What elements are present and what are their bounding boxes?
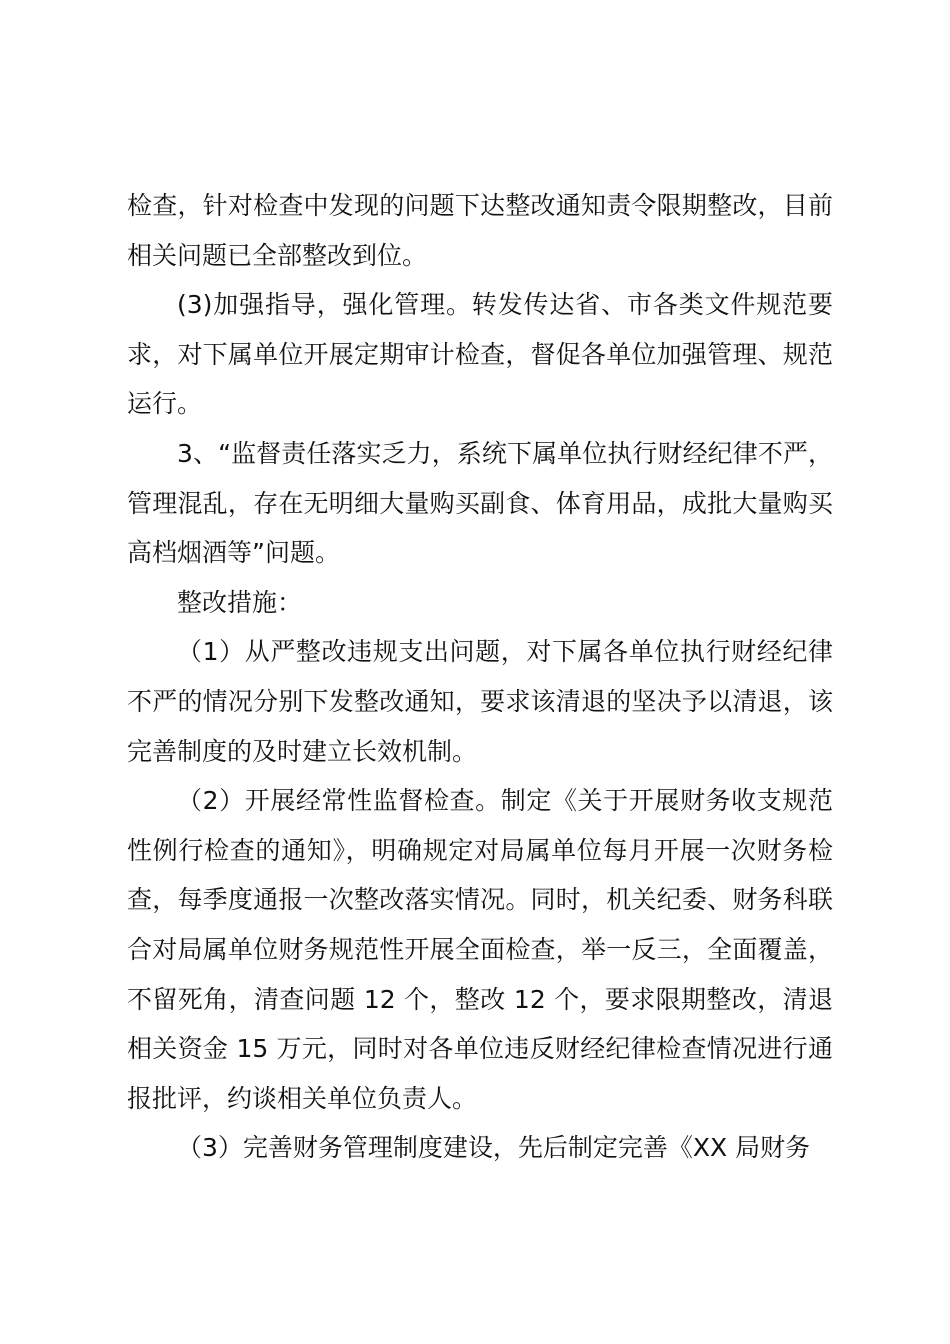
paragraph-6: （2）开展经常性监督检查。制定《关于开展财务收支规范性例行检查的通知》，明确规定对局属单位每月开展一次财务检查，每季度通报一次整改落实情况。同时，机关纪委、财务科联合对局属单位财务规范性开展全面检查，举一反三，全面覆盖，不留死角，清查问题 12 个，整改 12 个，要求限期整改，清退相关资金 15 万元，同时对各单位违反财经纪律检查情况进行通报批评，约谈相关单位负责人。 — [127, 786, 833, 1113]
paragraph-5: （1）从严整改违规支出问题，对下属各单位执行财经纪律不严的情况分别下发整改通知，要求该清退的坚决予以清退，该完善制度的及时建立长效机制。 — [127, 637, 833, 766]
document-body — [127, 181, 833, 1173]
paragraph-2: (3)加强指导，强化管理。转发传达省、市各类文件规范要求，对下属单位开展定期审计检查，督促各单位加强管理、规范运行。 — [127, 290, 833, 419]
paragraph-1: 检查，针对检查中发现的问题下达整改通知责令限期整改，目前相关问题已全部整改到位。 — [127, 191, 833, 270]
paragraph-3: 3、“监督责任落实乏力，系统下属单位执行财经纪律不严，管理混乱，存在无明细大量购买副食、体育用品，成批大量购买高档烟酒等”问题。 — [127, 438, 833, 568]
paragraph-4: 整改措施： — [177, 587, 303, 617]
paragraph-7: （3）完善财务管理制度建设，先后制定完善《XX 局财务 — [177, 1133, 811, 1163]
